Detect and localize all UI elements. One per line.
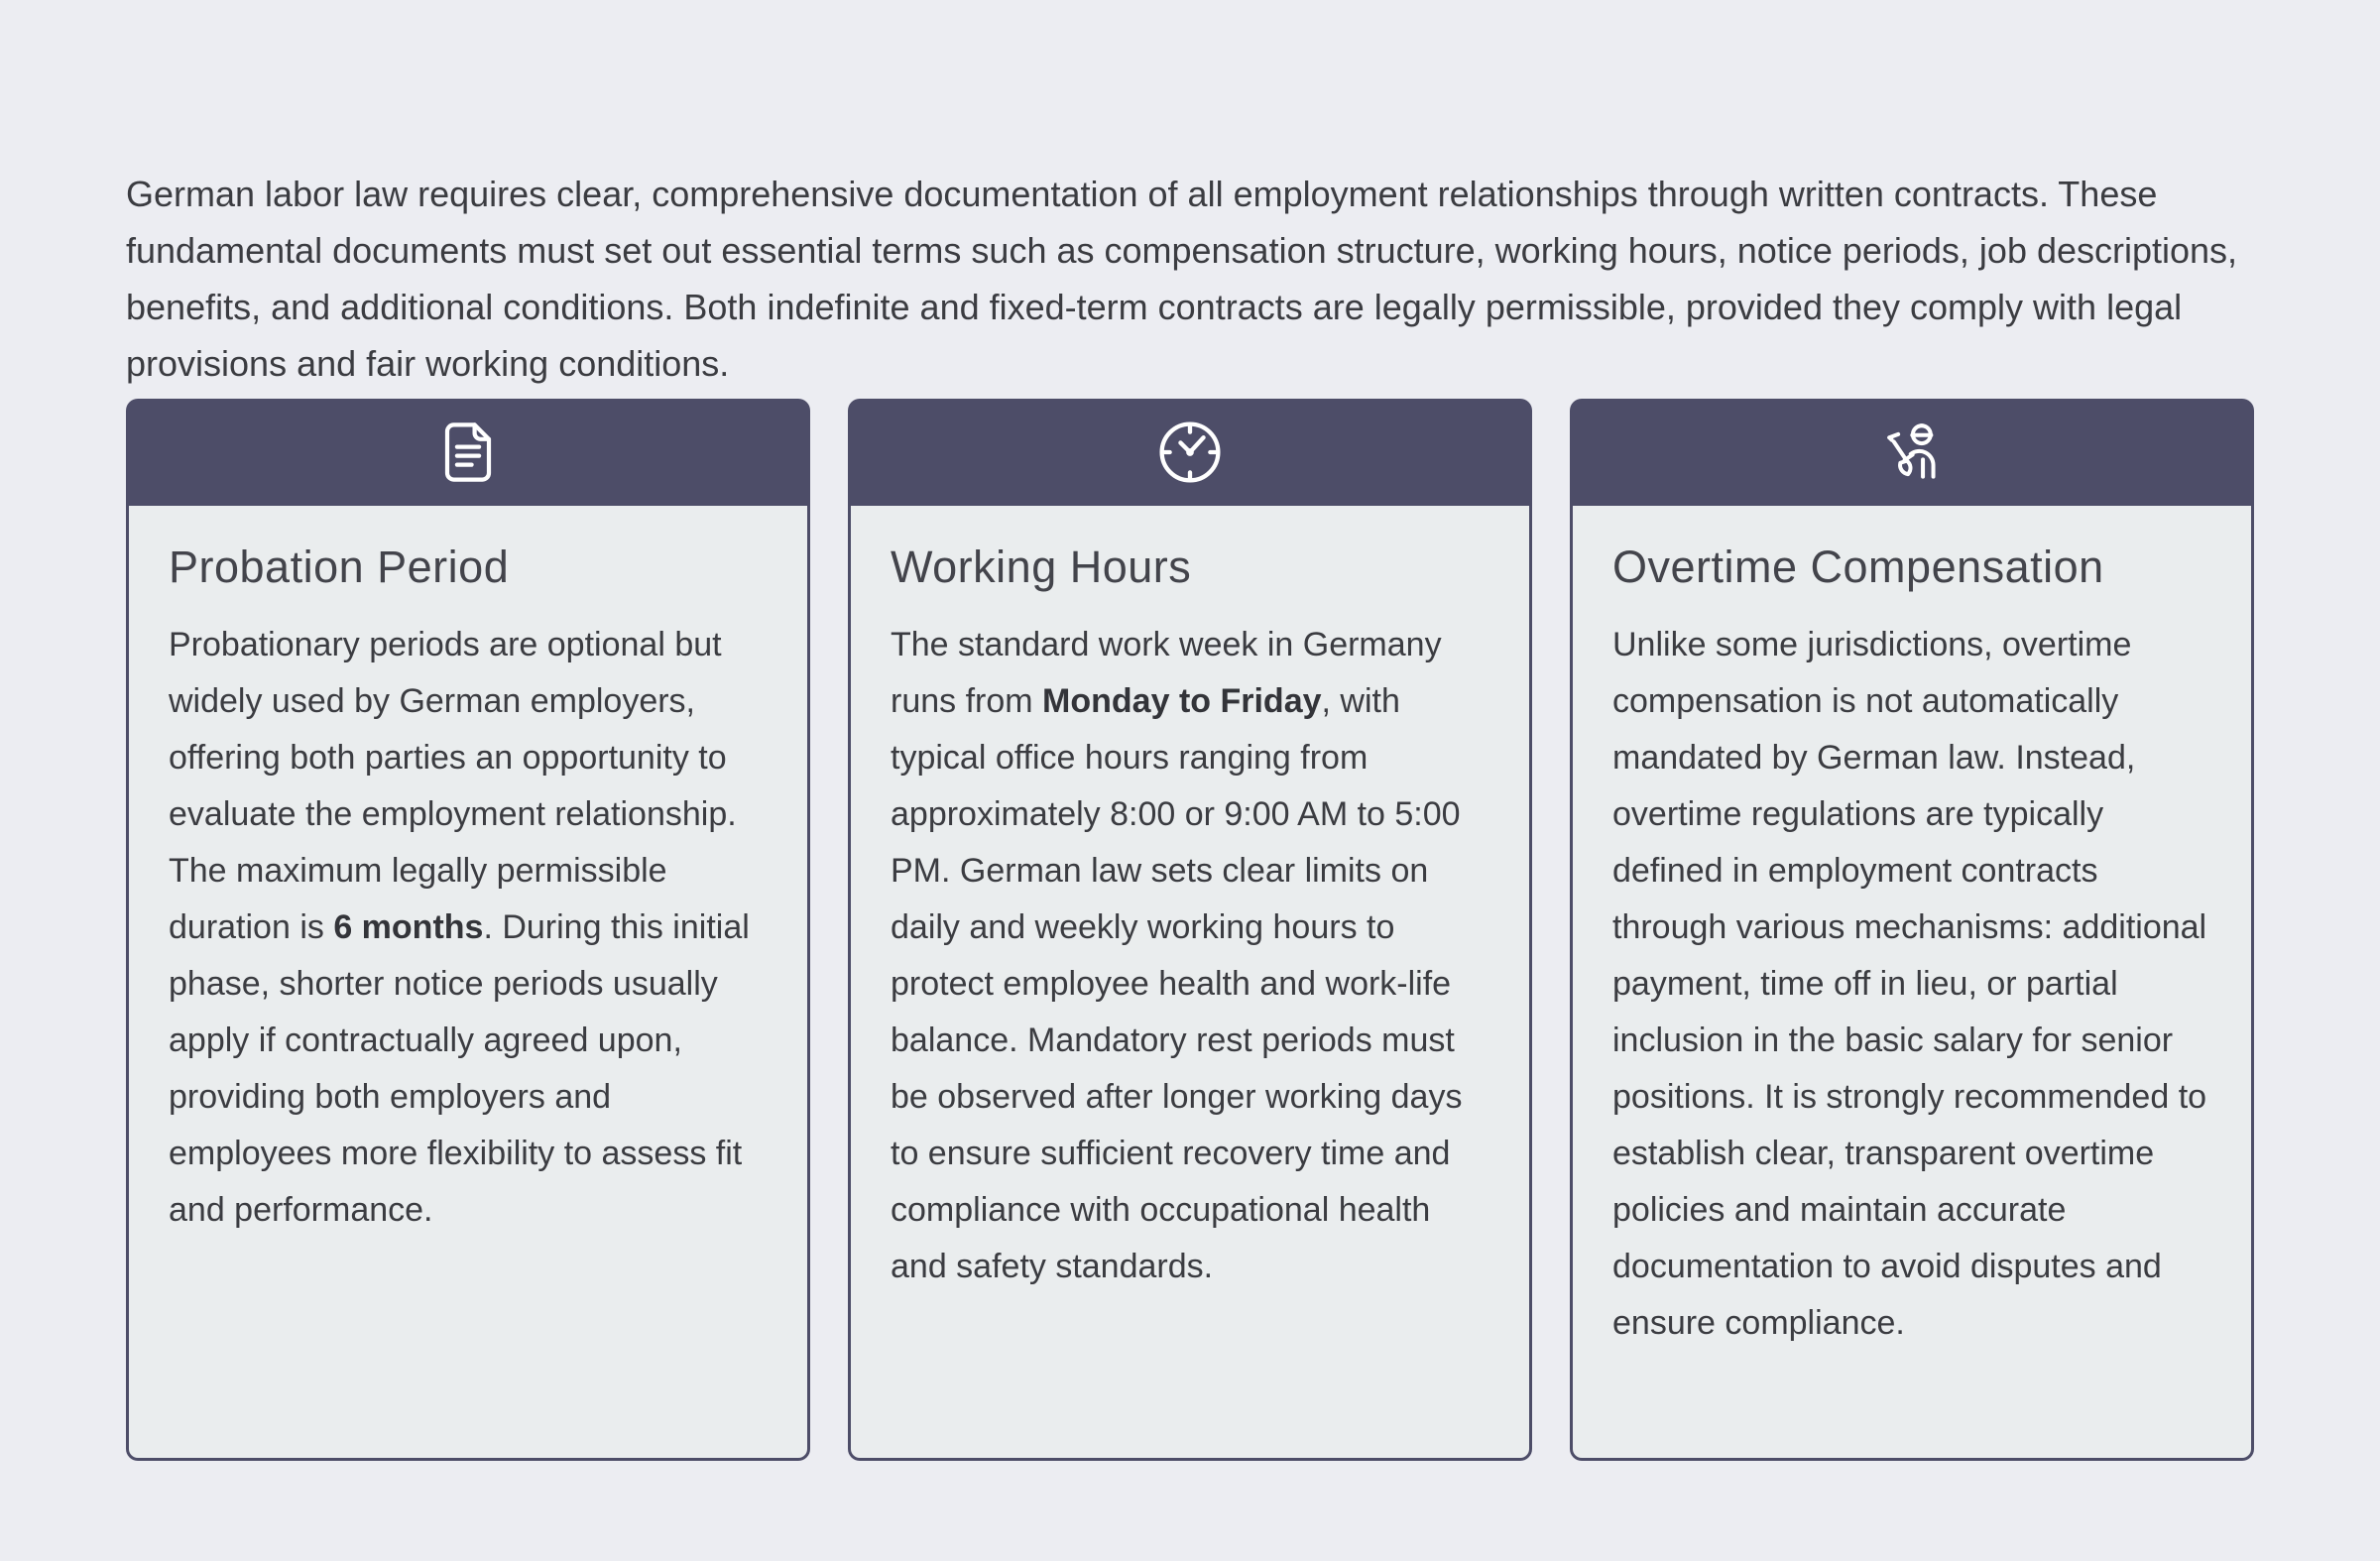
card-header <box>848 399 1532 506</box>
card-probation-period <box>126 399 810 1461</box>
intro-paragraph: German labor law requires clear, comprehensive documentation of all employment relationships through written contracts. These fundamental documents must set out essential terms such as compensation structure, working hours, notice periods, job descriptions, benefits, and additional conditions. Both indefinite and fixed-term contracts are legally permissible, provided they comply with legal provisions and fair working conditions. <box>126 174 2238 384</box>
card-header <box>126 399 810 506</box>
card-title: Probation Period <box>169 541 510 592</box>
card-body <box>126 506 810 1461</box>
card-text: The standard work week in Germany runs from Monday to Friday, with typical office hours ranging from approximately 8:00 or 9:00 AM to 5:00 PM. German law sets clear limits on daily and weekly working hours to protect employee health and work-life balance. Mandatory rest periods must be observed after longer working days to ensure sufficient recovery time and compliance with occupational health and safety standards. <box>891 626 1463 1285</box>
card-text: Probationary periods are optional but widely used by German employers, offering both parties an opportunity to evaluate the employment relationship. The maximum legally permissible duration is 6 months. During this initial phase, shorter notice periods usually apply if contractually agreed upon, providing both employers and employees more flexibility to assess fit and performance. <box>169 626 750 1229</box>
card-title: Working Hours <box>891 541 1192 592</box>
card-overtime-compensation <box>1570 399 2254 1461</box>
worker-icon <box>1872 415 1952 490</box>
document-icon <box>432 415 504 490</box>
card-text: Unlike some jurisdictions, overtime compensation is not automatically mandated by German law. Instead, overtime regulations are typically defined in employment contracts through various mechanisms: additional payment, time off in lieu, or partial inclusion in the basic salary for senior positions. It is strongly recommended to establish clear, transparent overtime policies and maintain accurate documentation to avoid disputes and ensure compliance. <box>1612 626 2207 1342</box>
card-header <box>1570 399 2254 506</box>
card-body <box>848 506 1532 1461</box>
card-working-hours <box>848 399 1532 1461</box>
info-cards-row <box>126 399 2254 1461</box>
card-title: Overtime Compensation <box>1612 541 2104 592</box>
card-body <box>1570 506 2254 1461</box>
clock-icon <box>1153 416 1227 489</box>
